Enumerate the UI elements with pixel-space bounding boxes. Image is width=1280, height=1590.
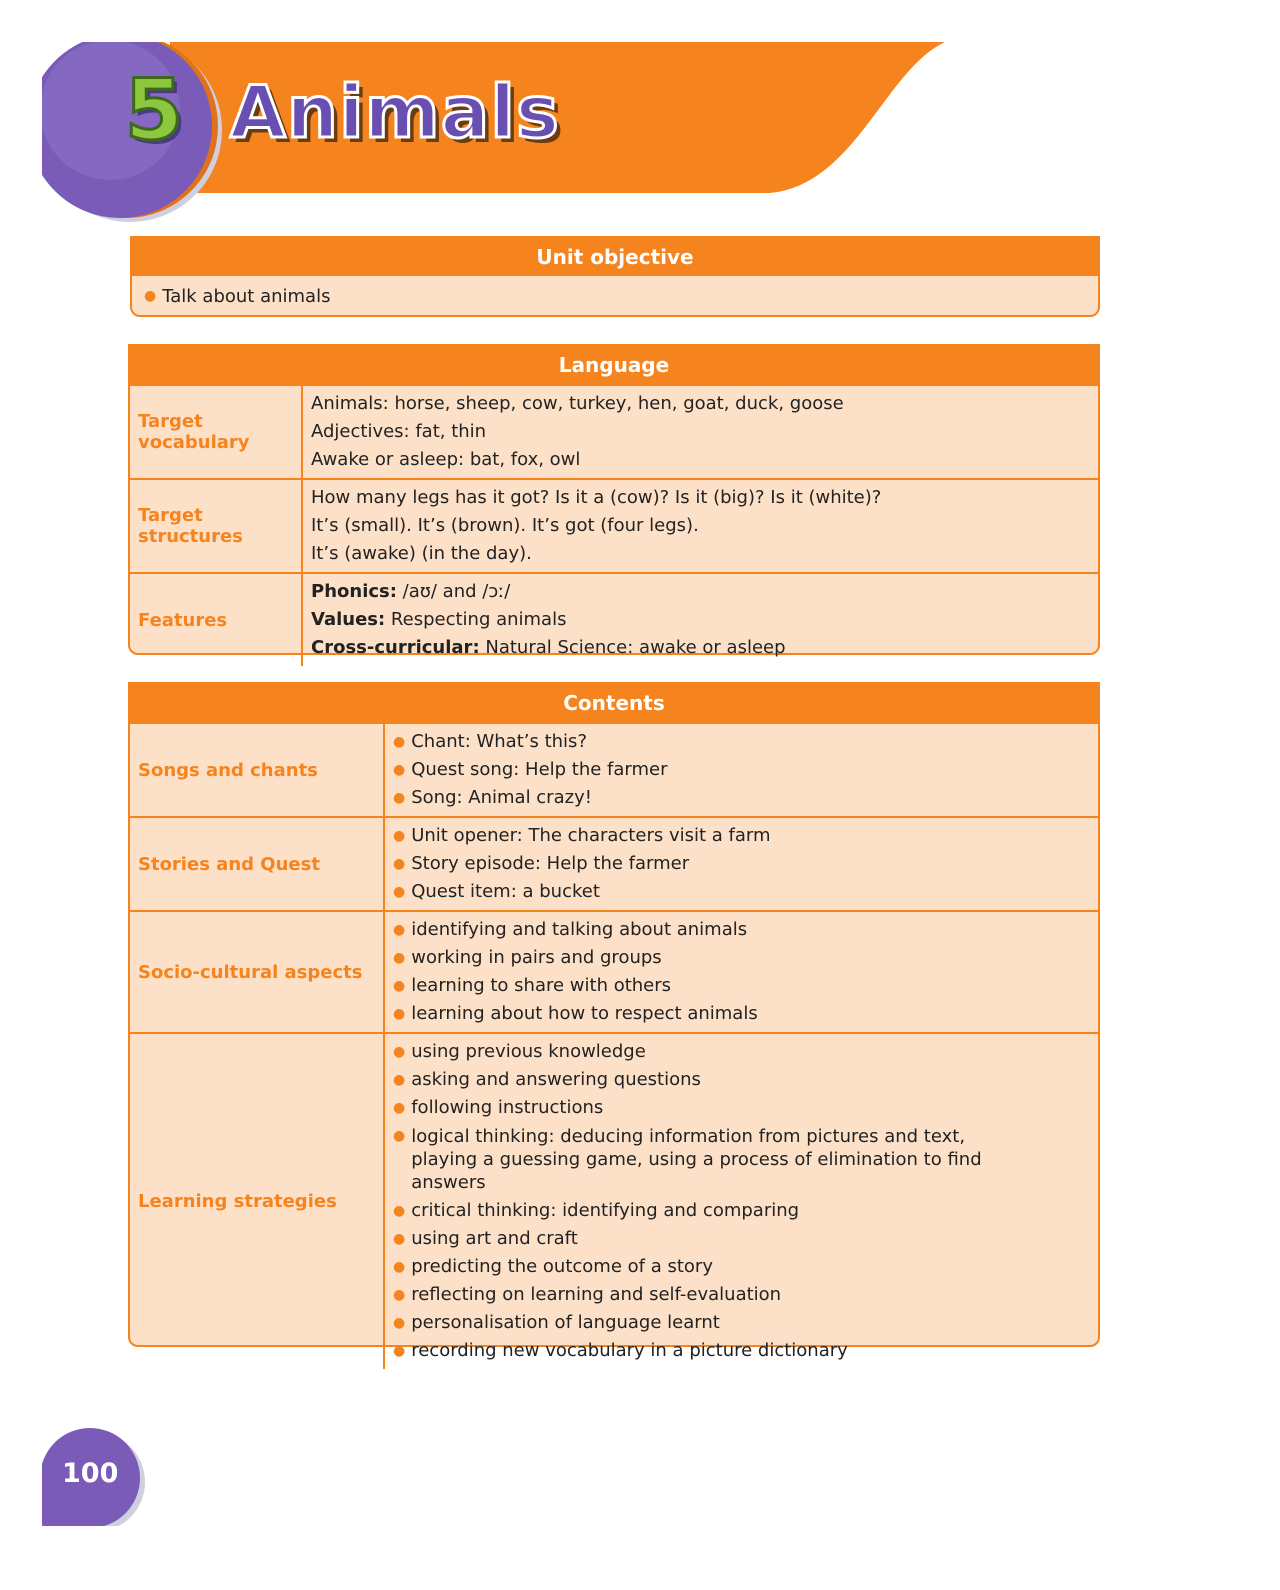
bullet-icon: ● (393, 978, 406, 994)
bullet-icon: ● (393, 734, 406, 750)
list-item: ● using previous knowledge (393, 1038, 1090, 1066)
bullet-icon: ● (393, 1203, 406, 1219)
row-content (302, 479, 1098, 573)
list-item: ● critical thinking: identifying and comparing (393, 1197, 1090, 1225)
list-item: ● learning to share with others (393, 972, 1090, 1000)
bullet-icon: ● (393, 1259, 406, 1275)
row-label: Songs and chants (130, 723, 384, 817)
bullet-icon: ● (393, 950, 406, 966)
table-row (130, 479, 1098, 573)
table-row (130, 723, 1098, 817)
language-header: Language (130, 346, 1098, 384)
list-item: ● Talk about animals (144, 286, 331, 307)
bullet-icon: ● (393, 922, 406, 938)
row-label: Target vocabulary (130, 385, 302, 479)
row-content (384, 1033, 1098, 1369)
unit-objective-header: Unit objective (132, 238, 1098, 276)
list-item: ● identifying and talking about animals (393, 916, 1090, 944)
list-item: ● Quest song: Help the farmer (393, 756, 1090, 784)
list-item: ● Song: Animal crazy! (393, 784, 1090, 812)
bullet-icon: ● (393, 828, 406, 844)
language-box (128, 344, 1100, 658)
row-content (302, 573, 1098, 666)
row-label: Learning strategies (130, 1033, 384, 1369)
table-row (130, 911, 1098, 1033)
bullet-icon: ● (393, 1006, 406, 1022)
bullet-icon: ● (393, 1343, 406, 1359)
list-item: ● Story episode: Help the farmer (393, 850, 1090, 878)
page-number: 100 (62, 1458, 119, 1489)
bullet-icon: ● (393, 1100, 406, 1116)
text-line: It’s (small). It’s (brown). It’s got (four legs). (311, 515, 699, 536)
list-item: ● Chant: What’s this? (393, 728, 1090, 756)
list-item: ● learning about how to respect animals (393, 1000, 1090, 1028)
row-label: Features (130, 573, 302, 666)
table-row (130, 817, 1098, 911)
unit-title: Animals (230, 70, 560, 154)
row-content (384, 911, 1098, 1033)
contents-header: Contents (130, 684, 1098, 722)
list-item: ● predicting the outcome of a story (393, 1253, 1090, 1281)
bullet-icon: ● (393, 1231, 406, 1247)
text-line: Cross-curricular: Natural Science: awake or asleep (311, 637, 786, 658)
list-item: ● following instructions (393, 1094, 1090, 1122)
bullet-icon: ● (393, 1128, 406, 1144)
bullet-icon: ● (393, 856, 406, 872)
row-content (384, 817, 1098, 911)
table-row (130, 573, 1098, 666)
unit-banner (0, 0, 1280, 240)
bullet-icon: ● (393, 1287, 406, 1303)
list-item: ● logical thinking: deducing information from pictures and text, playing a guessing game, using a process of elimination to find answers (393, 1126, 982, 1193)
text-line: How many legs has it got? Is it a (cow)? Is it (big)? Is it (white)? (311, 487, 882, 508)
list-item: ● Quest item: a bucket (393, 878, 1090, 906)
list-item: ● working in pairs and groups (393, 944, 1090, 972)
list-item: ● personalisation of language learnt (393, 1309, 1090, 1337)
list-item: ● recording new vocabulary in a picture dictionary (393, 1337, 1090, 1365)
bullet-icon: ● (393, 790, 406, 806)
table-row (130, 1033, 1098, 1369)
bullet-icon: ● (393, 1315, 406, 1331)
bullet-icon: ● (393, 1072, 406, 1088)
row-content (302, 385, 1098, 479)
list-item: ● Unit opener: The characters visit a farm (393, 822, 1090, 850)
text-line: Values: Respecting animals (311, 609, 567, 630)
bullet-icon: ● (144, 288, 157, 304)
text-line: Phonics: /aʊ/ and /ɔː/ (311, 581, 511, 602)
bullet-icon: ● (393, 1044, 406, 1060)
unit-number: 5 (124, 61, 184, 159)
text-line: Animals: horse, sheep, cow, turkey, hen, goat, duck, goose (311, 393, 844, 414)
row-content (384, 723, 1098, 817)
language-table (130, 384, 1098, 666)
text-line: Awake or asleep: bat, fox, owl (311, 449, 581, 470)
text-line: It’s (awake) (in the day). (311, 543, 532, 564)
contents-box (128, 682, 1100, 1361)
row-label: Socio-cultural aspects (130, 911, 384, 1033)
list-item: ● reflecting on learning and self-evaluation (393, 1281, 1090, 1309)
bullet-icon: ● (393, 762, 406, 778)
row-label: Stories and Quest (130, 817, 384, 911)
list-item: ● using art and craft (393, 1225, 1090, 1253)
table-row (130, 385, 1098, 479)
row-label: Target structures (130, 479, 302, 573)
list-item: ● asking and answering questions (393, 1066, 1090, 1094)
contents-table (130, 722, 1098, 1369)
text-line: Adjectives: fat, thin (311, 421, 487, 442)
bullet-icon: ● (393, 884, 406, 900)
unit-objective-box (130, 236, 1100, 317)
